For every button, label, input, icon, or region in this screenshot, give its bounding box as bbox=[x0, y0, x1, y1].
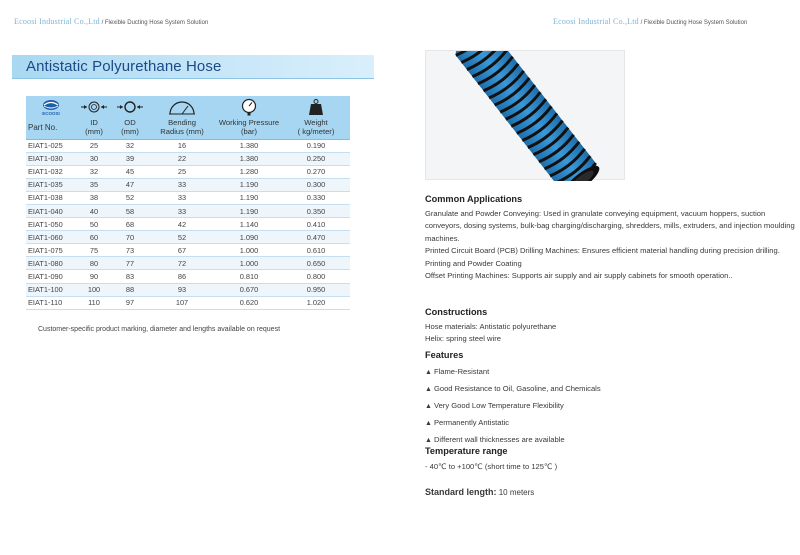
table-row bbox=[26, 270, 350, 283]
cell-weight: 0.410 bbox=[282, 218, 350, 231]
logo-cell bbox=[26, 96, 76, 117]
cell-part-no: EIAT1-060 bbox=[26, 231, 76, 244]
cell-bending-radius: 25 bbox=[148, 165, 216, 178]
bending-radius-icon bbox=[167, 99, 197, 115]
header-right bbox=[553, 17, 747, 26]
application-paragraph: Offset Printing Machines: Supports air supply and air supply cabinets for smooth operation.. bbox=[425, 271, 733, 280]
cell-id: 80 bbox=[76, 257, 112, 270]
pressure-gauge-icon bbox=[240, 98, 258, 116]
cell-weight: 0.950 bbox=[282, 283, 350, 296]
cell-part-no: EIAT1-050 bbox=[26, 218, 76, 231]
cell-weight: 0.250 bbox=[282, 152, 350, 165]
cell-working-pressure: 1.190 bbox=[216, 204, 282, 217]
cell-part-no: EIAT1-025 bbox=[26, 139, 76, 152]
application-paragraph: Granulate and Powder Conveying: Used in granulate conveying equipment, vacuum hoppers, suction conveyors, dosing systems, bulk-bag charging/discharging, shredders, mills, extruders, and injection moulding machines. bbox=[425, 208, 795, 243]
feature-item: ▲ Very Good Low Temperature Flexibility bbox=[425, 400, 564, 410]
cell-od: 83 bbox=[112, 270, 148, 283]
triangle-bullet-icon: ▲ bbox=[425, 402, 432, 410]
features bbox=[425, 349, 785, 450]
slogan: / Flexible Ducting Hose System Solution bbox=[101, 20, 209, 26]
table-row bbox=[26, 191, 350, 204]
table-row bbox=[26, 178, 350, 191]
table-row bbox=[26, 296, 350, 309]
feature-item: ▲ Permanently Antistatic bbox=[425, 418, 510, 428]
cell-part-no: EIAT1-090 bbox=[26, 270, 76, 283]
cell-working-pressure: 1.380 bbox=[216, 152, 282, 165]
cell-working-pressure: 1.280 bbox=[216, 165, 282, 178]
cell-working-pressure: 0.810 bbox=[216, 270, 282, 283]
table-row bbox=[26, 139, 350, 152]
cell-id: 32 bbox=[76, 165, 112, 178]
features-heading: Features bbox=[425, 350, 464, 360]
feature-item: ▲ Good Resistance to Oil, Gasoline, and Chemicals bbox=[425, 383, 601, 393]
hose-image bbox=[426, 51, 626, 181]
table-row bbox=[26, 257, 350, 270]
cell-part-no: EIAT1-040 bbox=[26, 204, 76, 217]
col-weight: Weight ( kg/meter) bbox=[282, 117, 350, 139]
cell-bending-radius: 86 bbox=[148, 270, 216, 283]
temperature-value: - 40℃ to +100℃ (short time to 125℃ ) bbox=[425, 461, 558, 471]
spec-table bbox=[26, 96, 350, 310]
cell-id: 35 bbox=[76, 178, 112, 191]
pressure-icon-cell bbox=[216, 96, 282, 117]
company-name: Ecoosi Industrial Co.,Ltd bbox=[14, 17, 100, 26]
cell-bending-radius: 67 bbox=[148, 244, 216, 257]
application-paragraph: Printed Circuit Board (PCB) Drilling Machines: Ensures efficient material handling during precision drilling. bbox=[425, 246, 780, 255]
cell-od: 47 bbox=[112, 178, 148, 191]
cell-bending-radius: 33 bbox=[148, 204, 216, 217]
cell-id: 25 bbox=[76, 139, 112, 152]
length-label: Standard length: bbox=[425, 487, 497, 497]
cell-part-no: EIAT1-080 bbox=[26, 257, 76, 270]
triangle-bullet-icon: ▲ bbox=[425, 420, 432, 428]
feature-item: ▲ Flame-Resistant bbox=[425, 366, 490, 376]
cell-id: 100 bbox=[76, 283, 112, 296]
col-id: ID (mm) bbox=[76, 117, 112, 139]
construction-line: Hose materials: Antistatic polyurethane bbox=[425, 321, 557, 331]
temperature-heading: Temperature range bbox=[425, 446, 508, 456]
spec-table-body bbox=[26, 139, 350, 309]
cell-working-pressure: 1.190 bbox=[216, 191, 282, 204]
cell-weight: 0.800 bbox=[282, 270, 350, 283]
cell-od: 97 bbox=[112, 296, 148, 309]
outer-diameter-icon bbox=[116, 101, 144, 113]
table-row bbox=[26, 152, 350, 165]
id-icon-cell bbox=[76, 96, 112, 117]
cell-part-no: EIAT1-110 bbox=[26, 296, 76, 309]
cell-weight: 0.300 bbox=[282, 178, 350, 191]
inner-diameter-icon bbox=[80, 101, 108, 113]
cell-working-pressure: 1.140 bbox=[216, 218, 282, 231]
feature-item: ▲ Different wall thicknesses are available bbox=[425, 435, 565, 445]
cell-bending-radius: 93 bbox=[148, 283, 216, 296]
cell-od: 39 bbox=[112, 152, 148, 165]
col-od: OD (mm) bbox=[112, 117, 148, 139]
col-part-no: Part No. bbox=[26, 117, 76, 139]
application-paragraph: Printing and Powder Coating bbox=[425, 258, 522, 268]
triangle-bullet-icon: ▲ bbox=[425, 437, 432, 445]
cell-id: 38 bbox=[76, 191, 112, 204]
cell-bending-radius: 22 bbox=[148, 152, 216, 165]
cell-bending-radius: 52 bbox=[148, 231, 216, 244]
cell-id: 30 bbox=[76, 152, 112, 165]
features-list bbox=[425, 364, 785, 450]
cell-id: 110 bbox=[76, 296, 112, 309]
cell-bending-radius: 107 bbox=[148, 296, 216, 309]
cell-working-pressure: 1.000 bbox=[216, 257, 282, 270]
cell-id: 90 bbox=[76, 270, 112, 283]
cell-weight: 0.270 bbox=[282, 165, 350, 178]
cell-bending-radius: 33 bbox=[148, 191, 216, 204]
cell-bending-radius: 16 bbox=[148, 139, 216, 152]
header-left bbox=[14, 17, 208, 26]
cell-id: 40 bbox=[76, 204, 112, 217]
cell-working-pressure: 1.380 bbox=[216, 139, 282, 152]
cell-bending-radius: 33 bbox=[148, 178, 216, 191]
cell-working-pressure: 1.190 bbox=[216, 178, 282, 191]
length-value: 10 meters bbox=[496, 488, 535, 497]
cell-od: 68 bbox=[112, 218, 148, 231]
constructions-heading: Constructions bbox=[425, 307, 488, 317]
cell-od: 52 bbox=[112, 191, 148, 204]
cell-od: 58 bbox=[112, 204, 148, 217]
cell-bending-radius: 42 bbox=[148, 218, 216, 231]
cell-id: 75 bbox=[76, 244, 112, 257]
cell-weight: 0.470 bbox=[282, 231, 350, 244]
common-applications bbox=[425, 193, 800, 283]
cell-id: 60 bbox=[76, 231, 112, 244]
cell-working-pressure: 1.000 bbox=[216, 244, 282, 257]
cell-od: 45 bbox=[112, 165, 148, 178]
cell-weight: 0.650 bbox=[282, 257, 350, 270]
applications-heading: Common Applications bbox=[425, 194, 523, 204]
cell-working-pressure: 1.090 bbox=[216, 231, 282, 244]
col-bending-radius: Bending Radius (mm) bbox=[148, 117, 216, 139]
col-working-pressure: Working Pressure (bar) bbox=[216, 117, 282, 139]
title-bar bbox=[12, 55, 374, 79]
cell-part-no: EIAT1-035 bbox=[26, 178, 76, 191]
construction-line: Helix: spring steel wire bbox=[425, 334, 501, 343]
cell-od: 32 bbox=[112, 139, 148, 152]
cell-weight: 0.610 bbox=[282, 244, 350, 257]
cell-working-pressure: 0.670 bbox=[216, 283, 282, 296]
table-header-row bbox=[26, 117, 350, 139]
cell-weight: 0.330 bbox=[282, 191, 350, 204]
cell-working-pressure: 0.620 bbox=[216, 296, 282, 309]
table-row bbox=[26, 204, 350, 217]
standard-length bbox=[425, 486, 785, 500]
cell-weight: 1.020 bbox=[282, 296, 350, 309]
table-row bbox=[26, 165, 350, 178]
cell-od: 73 bbox=[112, 244, 148, 257]
cell-od: 77 bbox=[112, 257, 148, 270]
cell-weight: 0.190 bbox=[282, 139, 350, 152]
ecoosi-logo-icon bbox=[34, 98, 68, 116]
cell-part-no: EIAT1-030 bbox=[26, 152, 76, 165]
cell-part-no: EIAT1-100 bbox=[26, 283, 76, 296]
cell-part-no: EIAT1-038 bbox=[26, 191, 76, 204]
table-row bbox=[26, 283, 350, 296]
cell-part-no: EIAT1-032 bbox=[26, 165, 76, 178]
constructions bbox=[425, 306, 785, 346]
weight-icon-cell bbox=[282, 96, 350, 117]
company-name: Ecoosi Industrial Co.,Ltd bbox=[553, 17, 639, 26]
product-photo bbox=[425, 50, 625, 180]
table-row bbox=[26, 218, 350, 231]
temperature-range bbox=[425, 445, 785, 473]
svg-text:ECOOSI: ECOOSI bbox=[42, 110, 60, 116]
od-icon-cell bbox=[112, 96, 148, 117]
cell-id: 50 bbox=[76, 218, 112, 231]
cell-bending-radius: 72 bbox=[148, 257, 216, 270]
cell-od: 88 bbox=[112, 283, 148, 296]
triangle-bullet-icon: ▲ bbox=[425, 385, 432, 393]
table-row bbox=[26, 231, 350, 244]
cell-od: 70 bbox=[112, 231, 148, 244]
cell-weight: 0.350 bbox=[282, 204, 350, 217]
bend-icon-cell bbox=[148, 96, 216, 117]
table-note: Customer-specific product marking, diameter and lengths available on request bbox=[38, 326, 281, 333]
table-icon-row bbox=[26, 96, 350, 117]
cell-part-no: EIAT1-075 bbox=[26, 244, 76, 257]
weight-icon bbox=[307, 98, 325, 116]
triangle-bullet-icon: ▲ bbox=[425, 368, 432, 376]
page-title: Antistatic Polyurethane Hose bbox=[26, 58, 222, 75]
slogan: / Flexible Ducting Hose System Solution bbox=[640, 20, 748, 26]
table-row bbox=[26, 244, 350, 257]
